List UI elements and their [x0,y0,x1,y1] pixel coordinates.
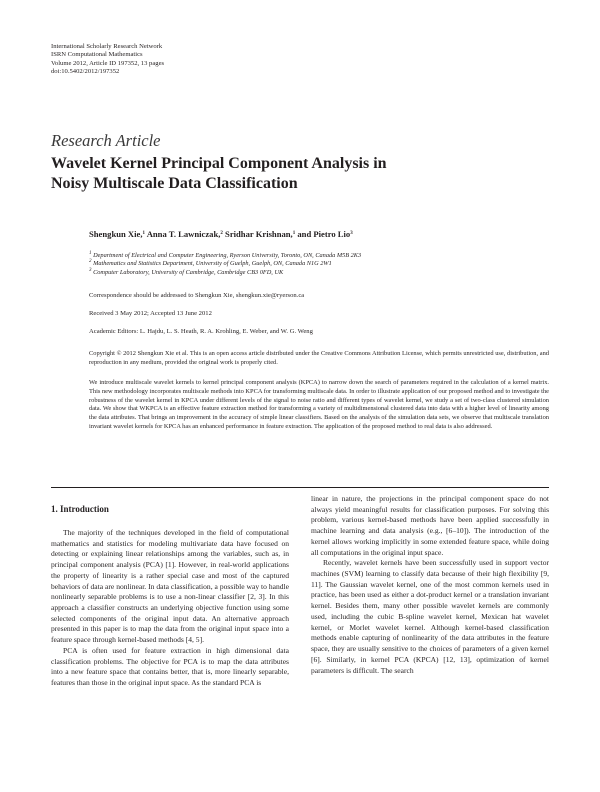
author-name: Pietro Lio [313,229,351,239]
left-column [51,528,289,689]
author-sup: 3 [350,231,353,236]
journal-volume: Volume 2012, Article ID 197352, 13 pages [51,59,165,67]
author-name: Sridhar Krishnan, [225,229,293,239]
section-title: 1. Introduction [51,504,109,514]
abstract: We introduce multiscale wavelet kernels to kernel principal component analysis (KPCA) to narrow down the search of parameters required in the calculation of a kernel matrix. This new methodology incorporates multiscale methods into KPCA for transforming multiscale data. In order to illustrate application of our proposed method and to investigate the robustness of the wavelet kernel in KPCA under different levels of the signal to noise ratio and different types of wavelet kernel, we study a set of two-class clustered simulation data. We show that WKPCA is an effective feature extraction method for transforming a variety of multidimensional clustered data into data with a higher level of linearity among the data attributes. That brings an improvement in the accuracy of simple linear classifiers. Based on the analysis of the simulation data sets, we observe that multiscale translation invariant wavelet kernels for KPCA has an enhanced performance in feature extraction. The application of the proposed method to real data is also addressed. [89,379,549,430]
author-name: Anna T. Lawniczak, [146,229,221,239]
academic-editors: Academic Editors: L. Hajdu, L. S. Heath, R. A. Krohling, E. Weber, and W. G. Weng [89,328,313,335]
author-name: Shengkun Xie, [89,229,143,239]
title-line-2: Noisy Multiscale Data Classification [51,174,298,192]
copyright: Copyright © 2012 Shengkun Xie et al. This is an open access article distributed under the Creative Commons Attribution License, which permits unrestricted use, distribution, and reproduction in any medium, provided the original work is properly cited. [89,350,549,366]
dates: Received 3 May 2012; Accepted 13 June 2012 [89,310,212,317]
journal-doi: doi:10.5402/2012/197352 [51,68,120,76]
article-type: Research Article [51,131,161,150]
paragraph: PCA is often used for feature extraction in high dimensional data classification problems. The objective for PCA is to map the data attributes into a new feature space that contains better, that is, more linearly separable, features than those in the original input space. As the standard PCA is [51,645,289,688]
author-sup: 1 [142,231,145,236]
author-list: Shengkun Xie,$^1$ Anna T. Lawniczak,$^2$ Sridhar Krishnan,$^1$ and Pietro Lio$^3$ [89,229,353,239]
affiliations [89,252,361,277]
title-line-1: Wavelet Kernel Principal Component Analysis in [51,155,387,172]
affiliation-item: $^3$ Computer Laboratory, University of Cambridge, Cambridge CB3 0FD, UK [89,267,284,276]
journal-issue: ISRN Computational Mathematics [51,51,143,59]
right-column [311,494,549,676]
journal-name: International Scholarly Research Network [51,43,163,50]
section-divider [51,487,549,488]
journal-header [51,43,164,77]
paper-title [51,154,471,193]
author-sup: 2 [220,231,223,236]
correspondence: Correspondence should be addressed to Shengkun Xie, shengkun.xie@ryerson.ca [89,292,305,299]
paragraph: The majority of the techniques developed in the field of computational mathematics and statistics for modeling multivariate data have focused on detecting or explaining linear relationships among the variables, such as, in principal component analysis (PCA) [1]. However, in real-world applications the property of linearity is a rather special case and most of the captured behaviors of data are nonlinear. In data classification, a possible way to handle nonlinearly separable problems is to use a non-linear classifier [2, 3]. In this approach a classifier constructs an underlying objective function using some selected components of the original input data. An alternative approach presented in this paper is to map the data from the original input space into a feature space through kernel-based methods [4, 5]. [51,528,289,645]
paragraph: Recently, wavelet kernels have been successfully used in support vector machines (SVM) learning to classify data because of their high flexibility [9, 11]. The Gaussian wavelet kernel, one of the most common kernels used in practice, has been used as either a dot-product kernel or a translation invariant kernel. Besides them, many other possible wavelet kernels are commonly used, including the cubic B-spline wavelet kernel, Mexican hat wavelet kernel, or Morlet wavelet kernel. Although kernel-based classification methods enable capturing of nonlinearity of the data attributes in the feature space, they are usually sensitive to the choices of parameters of a given kernel [6]. Similarly, in kernel PCA (KPCA) [12, 13], optimization of kernel parameters is difficult. The search [311,558,549,675]
author-sup: 1 [292,231,296,236]
affiliation-item: $^1$ Department of Electrical and Computer Engineering, Ryerson University, Toronto, ON, Canada M5B 2K3 [89,251,362,259]
affiliation-item: $^2$ Mathematics and Statistics Department, University of Guelph, Guelph, ON, Canada N1G 2W1 [89,259,332,268]
paragraph: linear in nature, the projections in the principal component space do not always yield meaningful results for classification purposes. For solving this problem, various kernel-based methods have been applied successfully in machine learning and data analysis (e.g., [6–10]). The introduction of the kernel allows working implicitly in some extended feature space, while doing all computations in the original input space. [311,494,549,557]
